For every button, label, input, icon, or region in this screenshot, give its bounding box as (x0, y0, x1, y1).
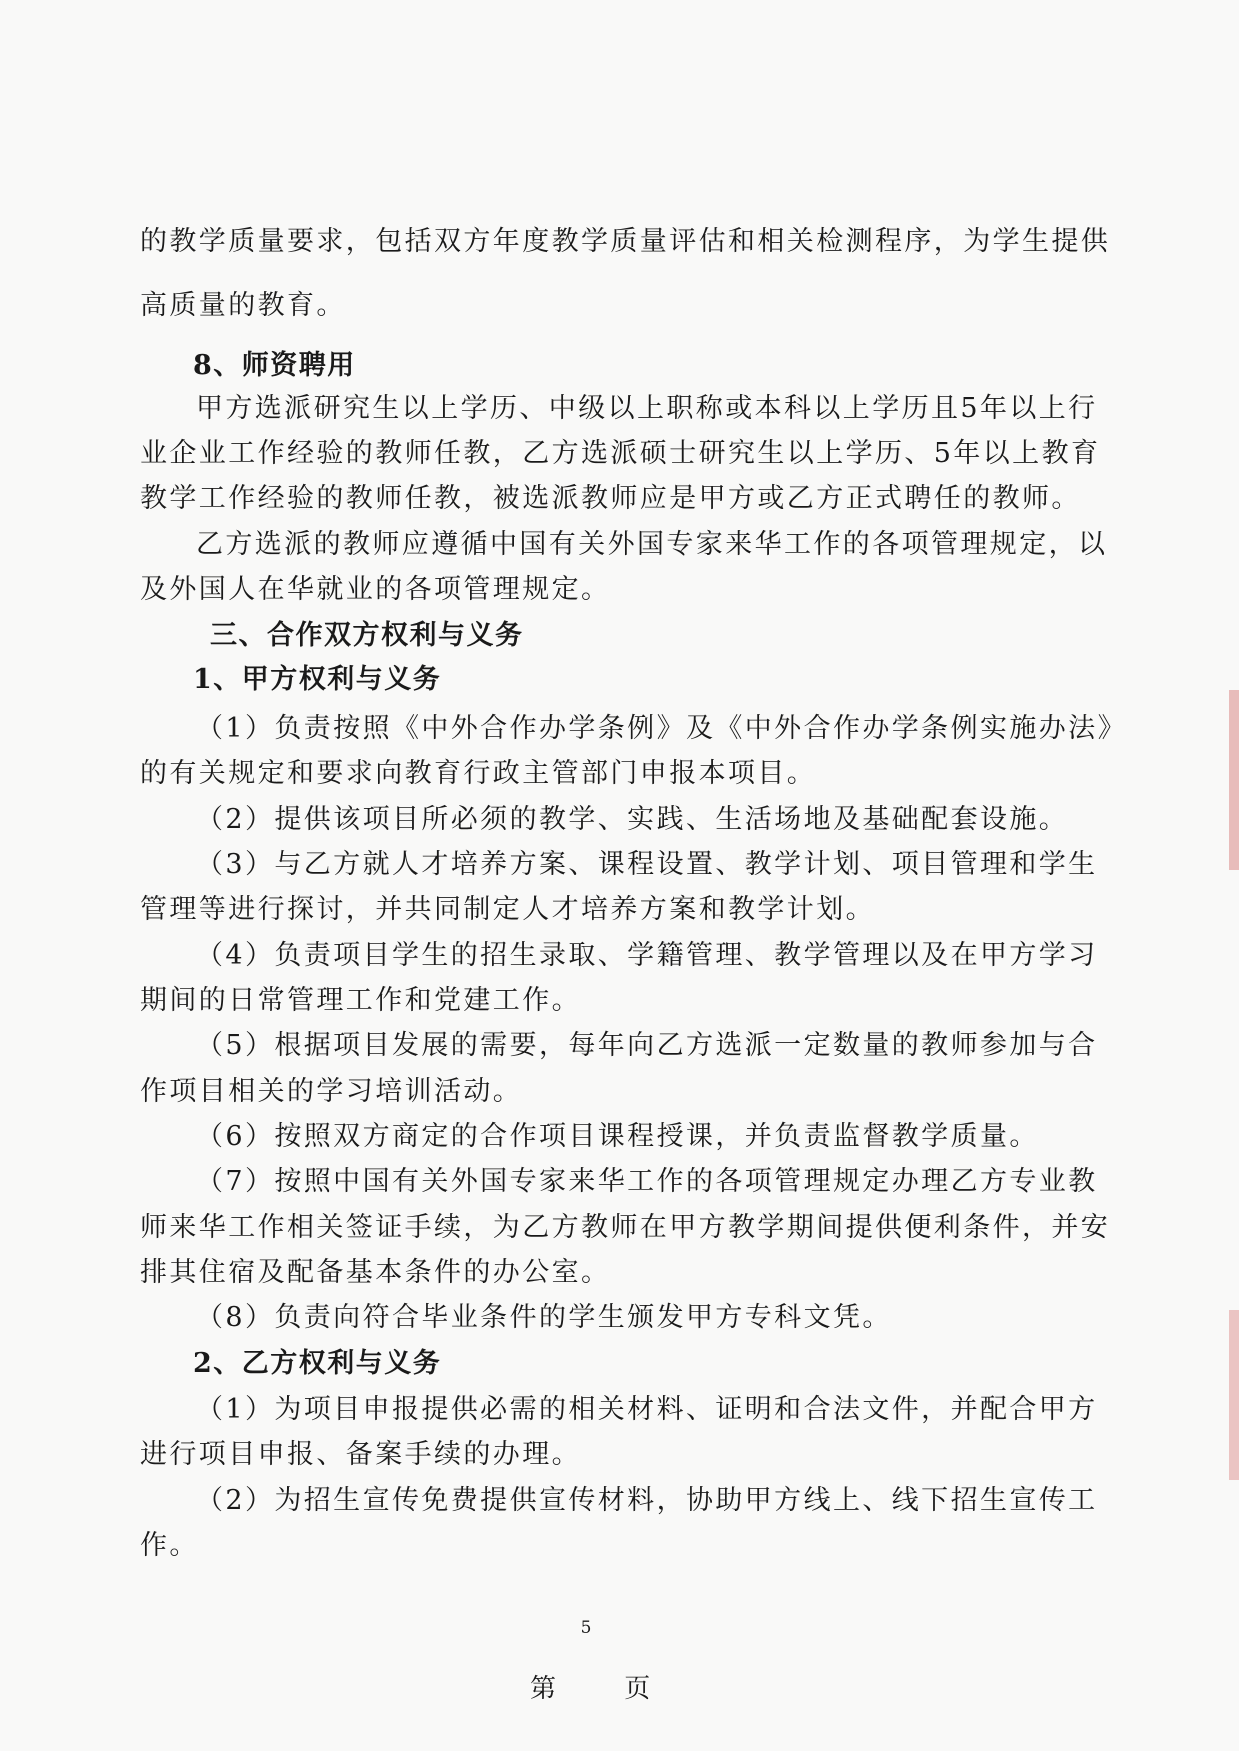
body-line: 乙方选派的教师应遵循中国有关外国专家来华工作的各项管理规定，以 (196, 529, 1108, 560)
body-line: 甲方选派研究生以上学历、中级以上职称或本科以上学历且5年以上行 (196, 393, 1098, 424)
body-line: （3）与乙方就人才培养方案、课程设置、教学计划、项目管理和学生 (196, 849, 1098, 880)
body-line: 管理等进行探讨，并共同制定人才培养方案和教学计划。 (140, 894, 875, 925)
body-line: 及外国人在华就业的各项管理规定。 (140, 574, 611, 605)
page-footer: 第 页 (530, 1674, 681, 1704)
subsection-heading: 2、乙方权利与义务 (193, 1348, 442, 1379)
body-line: （2）提供该项目所必须的教学、实践、生活场地及基础配套设施。 (196, 804, 1069, 835)
body-line: 的教学质量要求，包括双方年度教学质量评估和相关检测程序，为学生提供 (140, 226, 1111, 257)
body-line: （7）按照中国有关外国专家来华工作的各项管理规定办理乙方专业教 (196, 1166, 1098, 1197)
binding-edge-mark (1229, 690, 1239, 870)
body-line: 的有关规定和要求向教育行政主管部门申报本项目。 (140, 758, 817, 789)
body-line: 作。 (140, 1530, 199, 1561)
page-number: 5 (580, 1618, 592, 1638)
subsection-heading: 1、甲方权利与义务 (193, 664, 442, 695)
body-line: （1）负责按照《中外合作办学条例》及《中外合作办学条例实施办法》 (196, 713, 1127, 744)
body-line: 业企业工作经验的教师任教，乙方选派硕士研究生以上学历、5年以上教育 (140, 438, 1101, 469)
body-line: （6）按照双方商定的合作项目课程授课，并负责监督教学质量。 (196, 1121, 1039, 1152)
body-line: 进行项目申报、备案手续的办理。 (140, 1439, 581, 1470)
body-line: 期间的日常管理工作和党建工作。 (140, 985, 581, 1016)
body-line: 师来华工作相关签证手续，为乙方教师在甲方教学期间提供便利条件，并安 (140, 1212, 1111, 1243)
body-line: （8）负责向符合毕业条件的学生颁发甲方专科文凭。 (196, 1302, 892, 1333)
body-line: （4）负责项目学生的招生录取、学籍管理、教学管理以及在甲方学习 (196, 940, 1098, 971)
body-line: （5）根据项目发展的需要，每年向乙方选派一定数量的教师参加与合 (196, 1030, 1098, 1061)
body-line: （2）为招生宣传免费提供宣传材料，协助甲方线上、线下招生宣传工 (196, 1485, 1098, 1516)
section-heading: 8、师资聘用 (193, 350, 356, 381)
binding-edge-mark (1229, 1310, 1239, 1480)
body-line: 作项目相关的学习培训活动。 (140, 1076, 523, 1107)
body-line: 排其住宿及配备基本条件的办公室。 (140, 1257, 611, 1288)
body-line: 教学工作经验的教师任教，被选派教师应是甲方或乙方正式聘任的教师。 (140, 483, 1081, 514)
body-line: （1）为项目申报提供必需的相关材料、证明和合法文件，并配合甲方 (196, 1394, 1098, 1425)
body-line: 高质量的教育。 (140, 290, 346, 321)
chapter-heading: 三、合作双方权利与义务 (210, 620, 524, 651)
